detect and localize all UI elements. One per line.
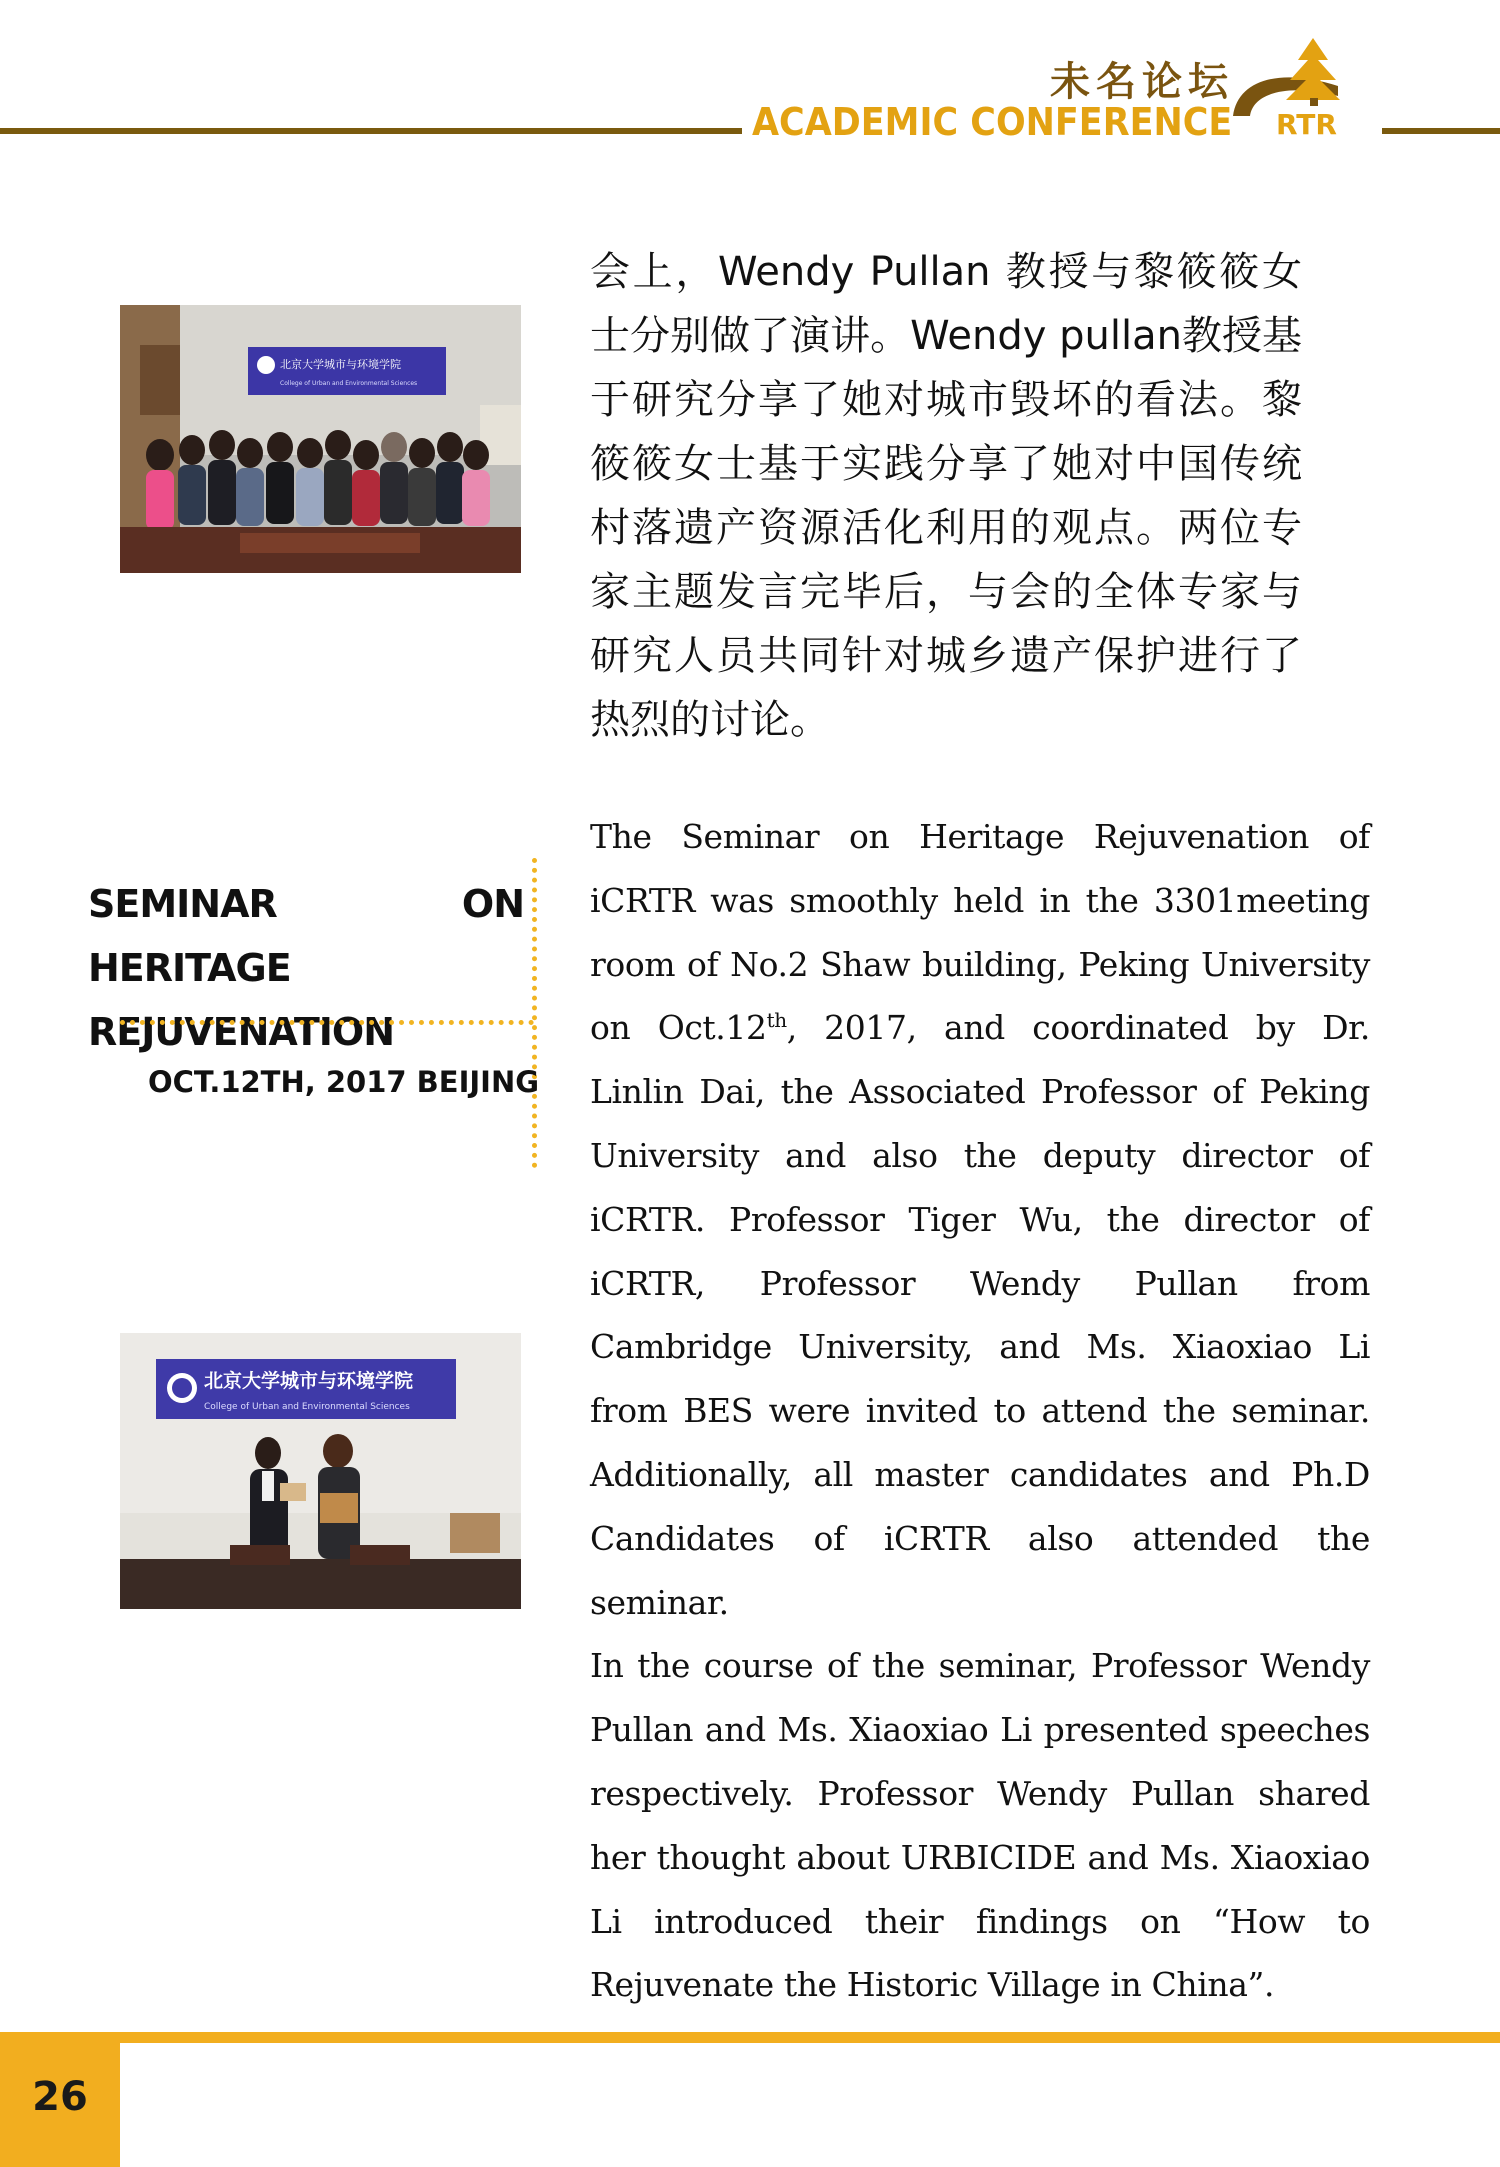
header-rule-right bbox=[1382, 128, 1500, 134]
banner-cn-small: 北京大学城市与环境学院 bbox=[280, 358, 401, 371]
body-p1-part-b: , 2017, and coordinated by Dr. Linlin Dai, the Associated Professor of Peking University and also the deputy director of iCRTR. Professor Tiger Wu, the director of iCRTR, Professor Wendy Pullan from Cambridge University, and Ms. Xiaoxiao Li from BES were invited to attend the seminar. Additionally, all master candidates and Ph.D Candidates of iCRTR also attended the seminar. bbox=[590, 1008, 1371, 1622]
header-rule-left bbox=[0, 128, 742, 134]
article-body bbox=[590, 805, 1370, 2017]
header-title-cn: 未名论坛 bbox=[1050, 58, 1234, 105]
banner-en-small: College of Urban and Environmental Sciences bbox=[280, 380, 418, 387]
banner-cn: 北京大学城市与环境学院 bbox=[204, 1370, 414, 1392]
gift-exchange-photo bbox=[120, 1333, 521, 1609]
section-title-line1: SEMINAR ON HERITAGE bbox=[88, 882, 524, 990]
dotted-divider-vertical bbox=[532, 858, 537, 1168]
event-date: OCT.12TH, 2017 BEIJING bbox=[148, 1065, 540, 1099]
section-title bbox=[88, 872, 524, 1064]
body-paragraph-2: In the course of the seminar, Professor Wendy Pullan and Ms. Xiaoxiao Li presented speeches respectively. Professor Wendy Pullan shared her thought about URBICIDE and Ms. Xiaoxiao Li introduced their findings on “How to Rejuvenate the Historic Village in China”. bbox=[590, 1646, 1370, 2005]
footer-rule bbox=[0, 2032, 1500, 2043]
cn-paragraph: 会上，Wendy Pullan 教授与黎筱筱女士分别做了演讲。Wendy pullan教授基于研究分享了她对城市毁坏的看法。黎筱筱女士基于实践分享了她对中国传统村落遗产资源活化利用的观点。两位专家主题发言完毕后，与会的全体专家与研究人员共同针对城乡遗产保护进行了热烈的讨论。 bbox=[590, 249, 1302, 743]
dotted-divider-horizontal bbox=[120, 1020, 534, 1025]
body-p1-part-a: The Seminar on Heritage Rejuvenation of iCRTR was smoothly held in the 3301meeting room of No.2 Shaw building, Peking University on Oct.12 bbox=[590, 817, 1370, 1048]
group-photo bbox=[120, 305, 521, 573]
banner-en: College of Urban and Environmental Sciences bbox=[204, 1402, 410, 1412]
crtr-logo bbox=[1228, 38, 1378, 138]
logo-letters: RTR bbox=[1276, 108, 1337, 138]
page-number: 26 bbox=[32, 2074, 88, 2120]
body-p1-superscript: th bbox=[766, 1008, 787, 1033]
section-title-line2: REJUVENATION bbox=[88, 1010, 395, 1054]
body-paragraph-1 bbox=[590, 805, 1370, 1634]
header-title-en: ACADEMIC CONFERENCE bbox=[752, 100, 1233, 144]
